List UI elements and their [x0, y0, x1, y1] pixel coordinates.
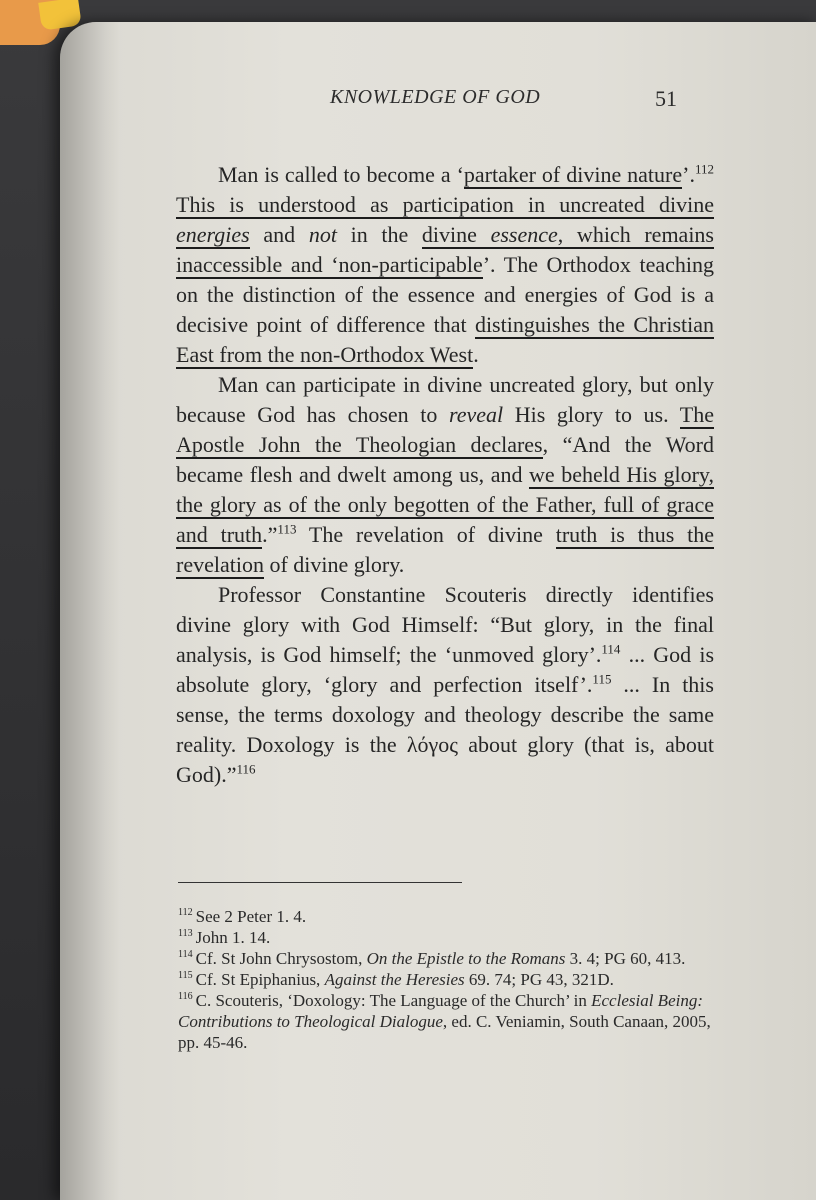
text-segment: His glory to us. [503, 402, 680, 427]
footnote-text: Cf. St John Chrysostom, [195, 949, 367, 968]
footnote-number: 114 [178, 949, 193, 961]
text-segment: ’. [682, 162, 695, 187]
footnote [178, 948, 726, 969]
footnote [178, 969, 726, 990]
footnote-number: 112 [178, 907, 193, 919]
footnote-text: , ed. C. Veniamin, South Canaan, 2005, pp. 45-46. [178, 1012, 711, 1052]
underlined-text: energies [176, 222, 250, 247]
underlined-text: truth is thus the revelation [176, 522, 714, 577]
footnote-number: 116 [178, 991, 193, 1003]
footnote-text: 69. 74; PG 43, 321D. [464, 970, 614, 989]
footnote-reference: 116 [236, 761, 256, 777]
text-segment: . [473, 342, 479, 367]
footnote-reference: 112 [694, 161, 714, 177]
running-header-title: KNOWLEDGE OF GOD [330, 86, 541, 108]
text-segment: Man is called to become a ‘ [218, 162, 464, 187]
underlined-text: essence [490, 222, 558, 247]
text-segment: Man can participate in divine uncreated glory, but only because God has chosen to [176, 372, 714, 427]
page-gutter-shadow [60, 22, 120, 1200]
footnote-text: Cf. St Epiphanius, [195, 970, 325, 989]
footnote [178, 906, 726, 927]
footnote-text: Against the Heresies [324, 970, 465, 989]
footnote-separator [178, 882, 462, 883]
text-segment: ... God is absolute glory, ‘glory and perfection itself’. [176, 642, 715, 697]
text-segment: of divine glory. [263, 552, 405, 577]
underlined-text: partaker of divine nature [463, 162, 683, 187]
underlined-text: The Apostle John the Theologian declares [176, 402, 714, 457]
footnote-reference: 115 [592, 671, 612, 687]
underlined-text: we beheld His glory, the glory as of the only begotten of the Father, full of grace and truth [176, 462, 714, 547]
text-segment: reveal [448, 402, 504, 427]
text-segment: , “And the Word became flesh and dwelt among us, and [176, 432, 714, 487]
footnote [178, 990, 726, 1053]
underlined-text: , which remains inaccessible and ‘non-participable [176, 222, 714, 277]
text-segment: The revelation of divine [296, 522, 556, 547]
paragraph [176, 370, 714, 580]
underlined-text: This is understood as participation in uncreated divine [176, 192, 714, 217]
page-number: 51 [655, 86, 677, 111]
footnote-text: 3. 4; PG 60, 413. [565, 949, 686, 968]
footnote-reference: 113 [277, 521, 297, 537]
underlined-text: divine [421, 222, 491, 247]
text-segment: and [249, 222, 309, 247]
footnotes [178, 906, 726, 1053]
text-segment: in the [336, 222, 422, 247]
footnote-number: 113 [178, 928, 193, 940]
footnote-text: John 1. 14. [195, 928, 271, 947]
footnote-reference: 114 [601, 641, 621, 657]
text-segment: .” [262, 522, 278, 547]
footnote [178, 927, 726, 948]
text-segment: ... In this sense, the terms doxology and theology describe the same reality. Doxology is the λόγος about glory (that is, about God).” [176, 672, 714, 787]
underlined-text: distinguishes the Christian East from the non-Orthodox West [176, 312, 714, 367]
paragraph [176, 160, 714, 370]
body-text [176, 160, 714, 790]
text-segment: Professor Constantine Scouteris directly identifies divine glory with God Himself: “But glory, in the final analysis, is God himself; the ‘unmoved glory’. [176, 582, 714, 667]
footnote-text: Ecclesial Being: Contributions to Theological Dialogue [178, 991, 703, 1031]
footnote-text: C. Scouteris, ‘Doxology: The Language of the Church’ in [195, 991, 592, 1010]
text-segment: ’. The Orthodox teaching on the distinction of the essence and energies of God is a decisive point of difference that [176, 252, 714, 337]
footnote-text: See 2 Peter 1. 4. [195, 907, 307, 926]
text-segment: not [308, 222, 337, 247]
paragraph [176, 580, 714, 790]
footnote-text: On the Epistle to the Romans [366, 949, 566, 968]
footnote-number: 115 [178, 970, 193, 982]
